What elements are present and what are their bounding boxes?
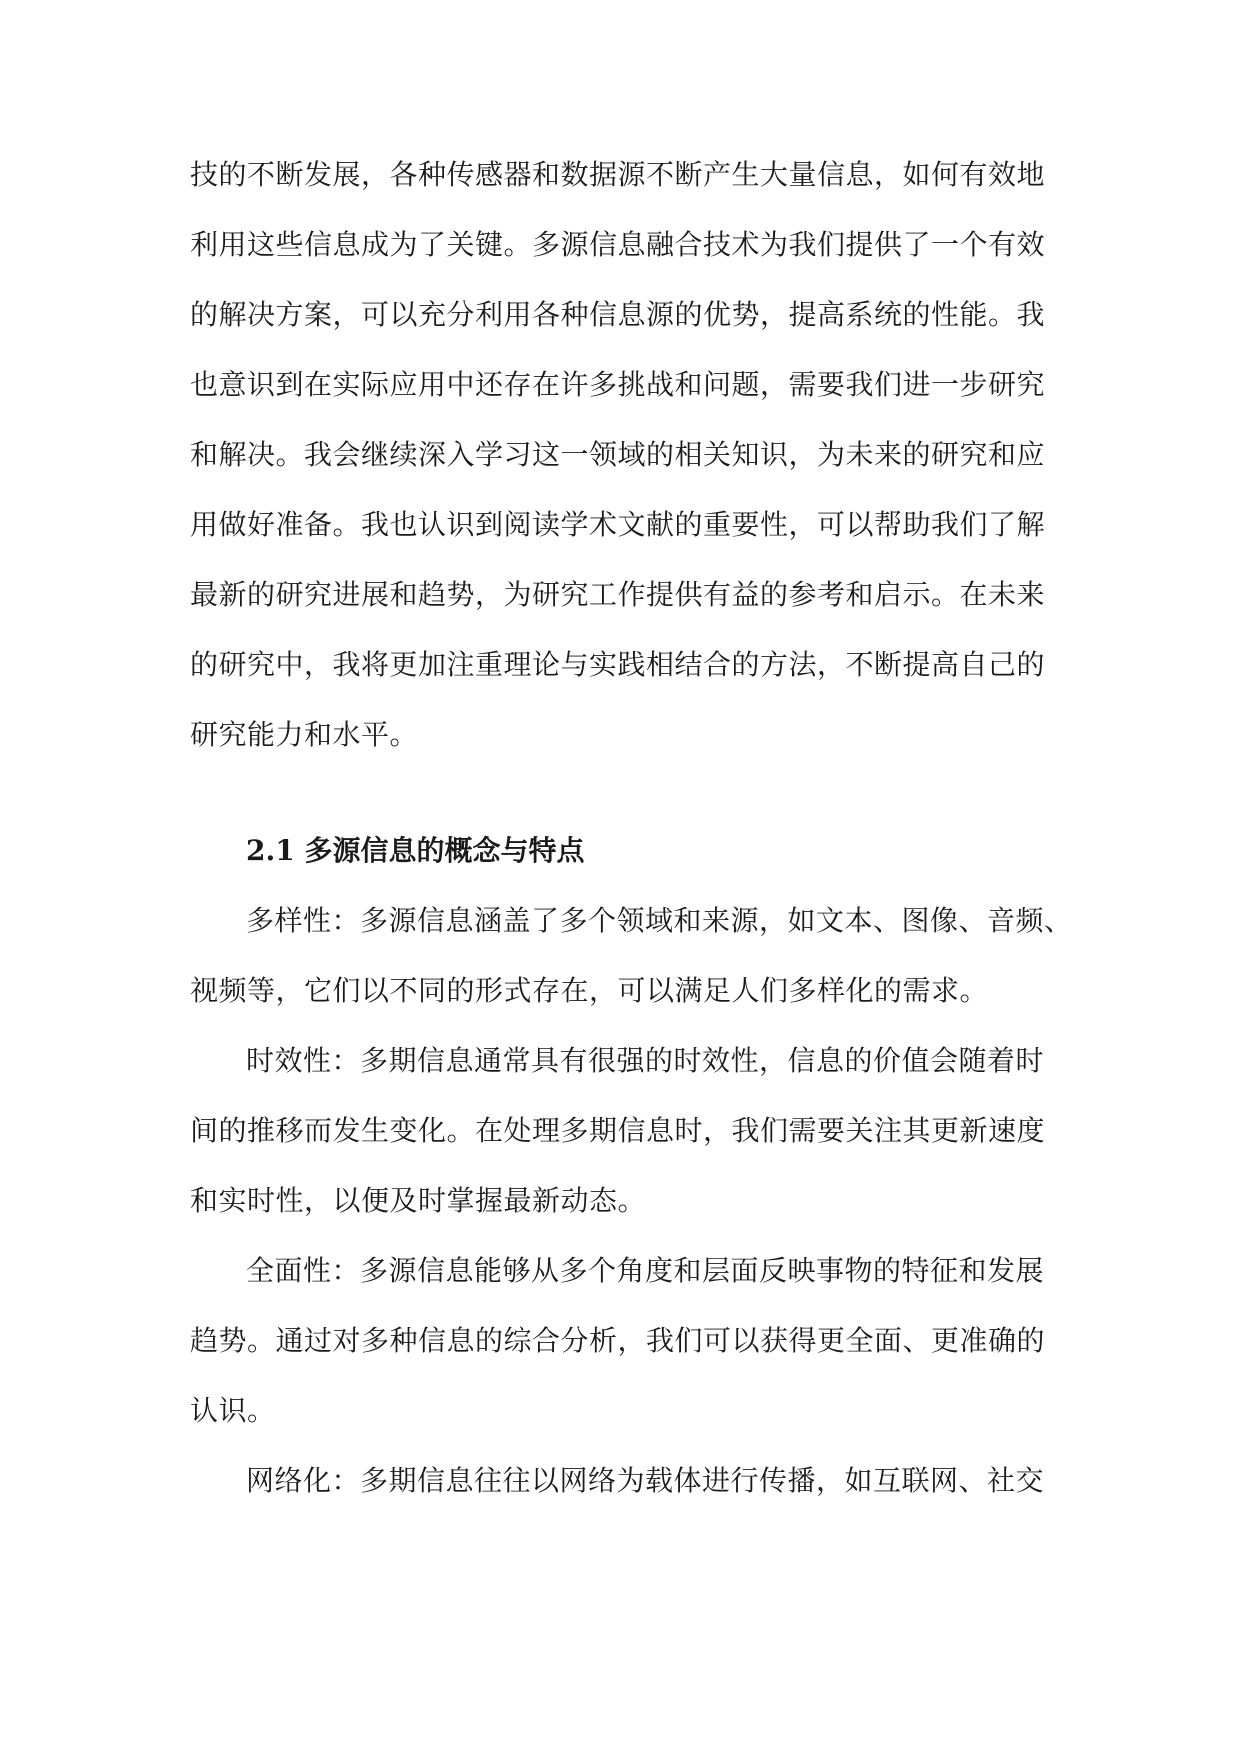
text-line: 也意识到在实际应用中还存在许多挑战和问题，需要我们进一步研究 xyxy=(190,368,1046,401)
text-line: 多样性：多源信息涵盖了多个领域和来源，如文本、图像、音频、 xyxy=(246,904,1073,937)
paragraph-timeliness xyxy=(190,1026,1056,1236)
text-line: 利用这些信息成为了关键。多源信息融合技术为我们提供了一个有效 xyxy=(190,228,1046,261)
paragraph-intro xyxy=(190,140,1056,770)
text-line: 和实时性，以便及时掌握最新动态。 xyxy=(190,1184,647,1217)
text-line: 认识。 xyxy=(190,1394,276,1427)
text-line: 的解决方案，可以充分利用各种信息源的优势，提高系统的性能。我 xyxy=(190,298,1046,331)
paragraph-network xyxy=(190,1446,1056,1516)
text-line: 的研究中，我将更加注重理论与实践相结合的方法，不断提高自己的 xyxy=(190,648,1046,681)
text-line: 视频等，它们以不同的形式存在，可以满足人们多样化的需求。 xyxy=(190,974,989,1007)
text-line: 全面性：多源信息能够从多个角度和层面反映事物的特征和发展 xyxy=(246,1254,1045,1287)
text-line: 用做好准备。我也认识到阅读学术文献的重要性，可以帮助我们了解 xyxy=(190,508,1046,541)
text-line: 网络化：多期信息往往以网络为载体进行传播，如互联网、社交 xyxy=(246,1464,1045,1497)
section-heading: 2.1 多源信息的概念与特点 xyxy=(246,834,585,867)
text-line: 趋势。通过对多种信息的综合分析，我们可以获得更全面、更准确的 xyxy=(190,1324,1046,1357)
text-line: 间的推移而发生变化。在处理多期信息时，我们需要关注其更新速度 xyxy=(190,1114,1046,1147)
section-spacer xyxy=(190,770,1056,816)
text-line: 和解决。我会继续深入学习这一领域的相关知识，为未来的研究和应 xyxy=(190,438,1046,471)
text-line: 研究能力和水平。 xyxy=(190,718,419,751)
paragraph-comprehensive xyxy=(190,1236,1056,1446)
document-body xyxy=(190,140,1073,1516)
text-line: 时效性：多期信息通常具有很强的时效性，信息的价值会随着时 xyxy=(246,1044,1045,1077)
text-line: 最新的研究进展和趋势，为研究工作提供有益的参考和启示。在未来 xyxy=(190,578,1046,611)
text-line: 技的不断发展，各种传感器和数据源不断产生大量信息，如何有效地 xyxy=(190,158,1046,191)
paragraph-diversity xyxy=(190,886,1073,1026)
